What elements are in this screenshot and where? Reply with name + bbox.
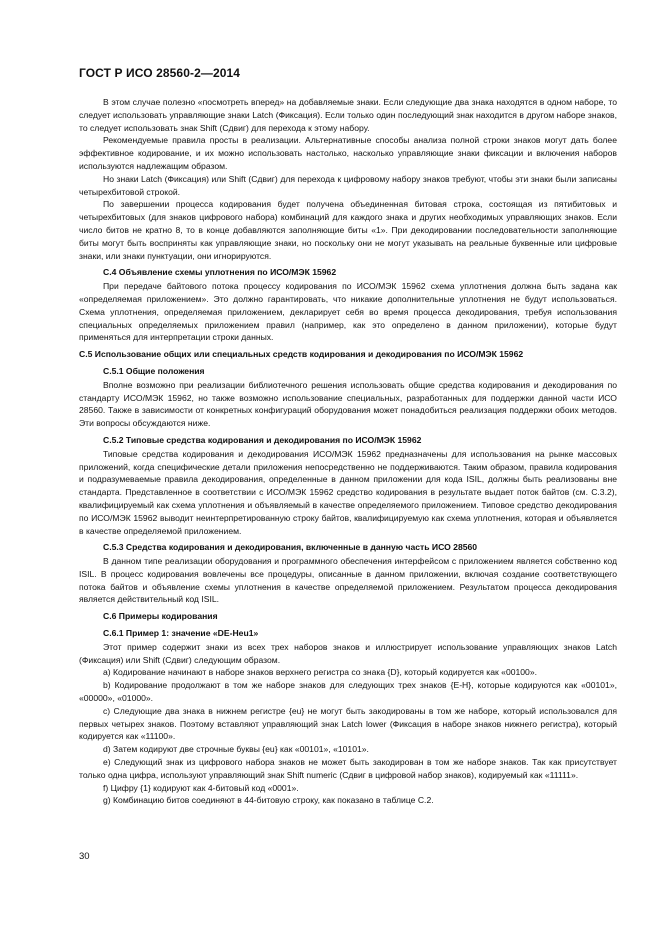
list-item: g) Комбинацию битов соединяют в 44-битовую строку, как показано в таблице С.2. (103, 795, 434, 806)
paragraph: Этот пример содержит знаки из всех трех наборов знаков и иллюстрирует использование управляющих знаков Latch (Фиксация) или Shift (Сдвиг) следующим образом. (79, 641, 617, 665)
section-heading-c5-3: С.5.3 Средства кодирования и декодирования, включенные в данную часть ИСО 28560 (103, 542, 478, 553)
list-item: d) Затем кодируют две строчные буквы {eu} как «00101», «10101». (103, 744, 369, 755)
paragraph: По завершении процесса кодирования будет получена объединенная битовая строка, состоящая из пятибитовых и четырехбитовых (для знаков цифрового набора) комбинаций для каждого знака и других необходимых управляющих знаков. Если число битов не кратно 8, то в конце добавляются заполняющие биты «1». При декодировании последовательности заполняющие биты могут быть восприняты как управляющие знаки, но поскольку они не могут указывать на реальные буквенные или цифровые знаки, или знаки пунктуации, они игнорируются. (79, 199, 617, 261)
paragraph: Типовые средства кодирования и декодирования ИСО/МЭК 15962 предназначены для использования на рынке массовых приложений, когда специфические детали приложения непосредственно не поддерживаются. Таким образом, правила кодирования и подразумеваемые правила декодирования, определенные в данном приложении для кода ISIL, должны быть реализованы вне стандарта. Представленное в соответствии с ИСО/МЭК 15962 средство кодирования в результате выдает поток байтов (см. С.3.2), квалифицируемый как схема уплотнения и объявляемый в качестве определяемого приложением. Типовое средство декодирования по ИСО/МЭК 15962 выводит неинтерпретированную строку байтов, квалифицируемую как схема уплотнения, которая и объявляется в качестве определяемой приложением. (79, 448, 617, 536)
section-heading-c5-2: С.5.2 Типовые средства кодирования и декодирования по ИСО/МЭК 15962 (103, 434, 422, 445)
paragraph: При передаче байтового потока процессу кодирования по ИСО/МЭК 15962 схема уплотнения должна быть задана как «определяемая приложением». Это должно гарантировать, что никакие дополнительные уплотнения не будут использоваться. Схема уплотнения, определяемая приложением, декларирует себя во время процесса декодирования, требуя использования специальных определяемых приложением правил (например, как это определено в данном приложении), которые будут применяться для интерпретации строки данных. (79, 281, 617, 343)
section-heading-c6: С.6 Примеры кодирования (103, 611, 218, 622)
section-heading-c6-1: С.6.1 Пример 1: значение «DE-Heu1» (103, 628, 259, 639)
list-item: f) Цифру {1} кодируют как 4-битовый код «0001». (103, 782, 299, 793)
list-item: e) Следующий знак из цифрового набора знаков не может быть закодирован в том же наборе знаков. Так как присутствует только одна цифра, используют управляющий знак Shift numeric (Сдвиг в цифровой набор знаков), кодируемый как «11111». (79, 757, 617, 780)
paragraph: Вполне возможно при реализации библиотечного решения использовать общие средства кодирования и декодирования по стандарту ИСО/МЭК 15962, но также возможно использование специальных, разработанных для поддержки данной части ИСО 28560. Также в зависимости от конкретных конфигураций оборудования может понадобиться реализация поддержки обоих методов. Эти вопросы обсуждаются ниже. (79, 379, 617, 429)
section-heading-c5: С.5 Использование общих или специальных средств кодирования и декодирования по ИСО/МЭК 15962 (79, 349, 524, 360)
page-number: 30 (79, 851, 90, 862)
list-item: c) Следующие два знака в нижнем регистре {eu} не могут быть закодированы в том же наборе, который использовался для первых четырех знаков. Поэтому вставляют управляющий знак Latch lower (Фиксация в наборе знаков нижнего регистра), который кодируется как «11100». (79, 705, 617, 742)
section-heading-c4: С.4 Объявление схемы уплотнения по ИСО/МЭК 15962 (103, 267, 337, 278)
paragraph: Рекомендуемые правила просты в реализации. Альтернативные способы анализа полной строки знаков могут дать более эффективное кодирование, и их можно использовать настолько, насколько управляющие знаки фиксации и включения наборов используются надлежащим образом. (79, 135, 617, 171)
paragraph: В данном типе реализации оборудования и программного обеспечения интерфейсом с приложением является собственно код ISIL. В процесс кодирования вовлечены все процедуры, описанные в данном приложении, включая создание соответствующего потока байтов и объявление схемы уплотнения в качестве определяемой приложением. Результатом процесса декодирования является действительный код ISIL. (79, 556, 617, 605)
list-item: b) Кодирование продолжают в том же наборе знаков для следующих трех знаков {E-H}, которые кодируются как «00101», «00000», «01000». (79, 680, 617, 704)
list-item: a) Кодирование начинают в наборе знаков верхнего регистра со знака {D}, который кодируется как «00100». (103, 667, 538, 678)
section-heading-c5-1: С.5.1 Общие положения (103, 365, 205, 376)
paragraph: Но знаки Latch (Фиксация) или Shift (Сдвиг) для перехода к цифровому набору знаков требуют, чтобы эти знаки были записаны четырехбитовой строкой. (79, 173, 617, 197)
page-header: ГОСТ Р ИСО 28560-2—2014 (79, 66, 241, 80)
paragraph: В этом случае полезно «посмотреть вперед» на добавляемые знаки. Если следующие два знака находятся в одном наборе, то следует использовать управляющие знаки Latch (Фиксация). Если только один последующий знак находится в другом наборе знаков, то следует использовать знак Shift (Сдвиг) для перехода к этому набору. (79, 97, 617, 133)
body-text (79, 96, 617, 807)
